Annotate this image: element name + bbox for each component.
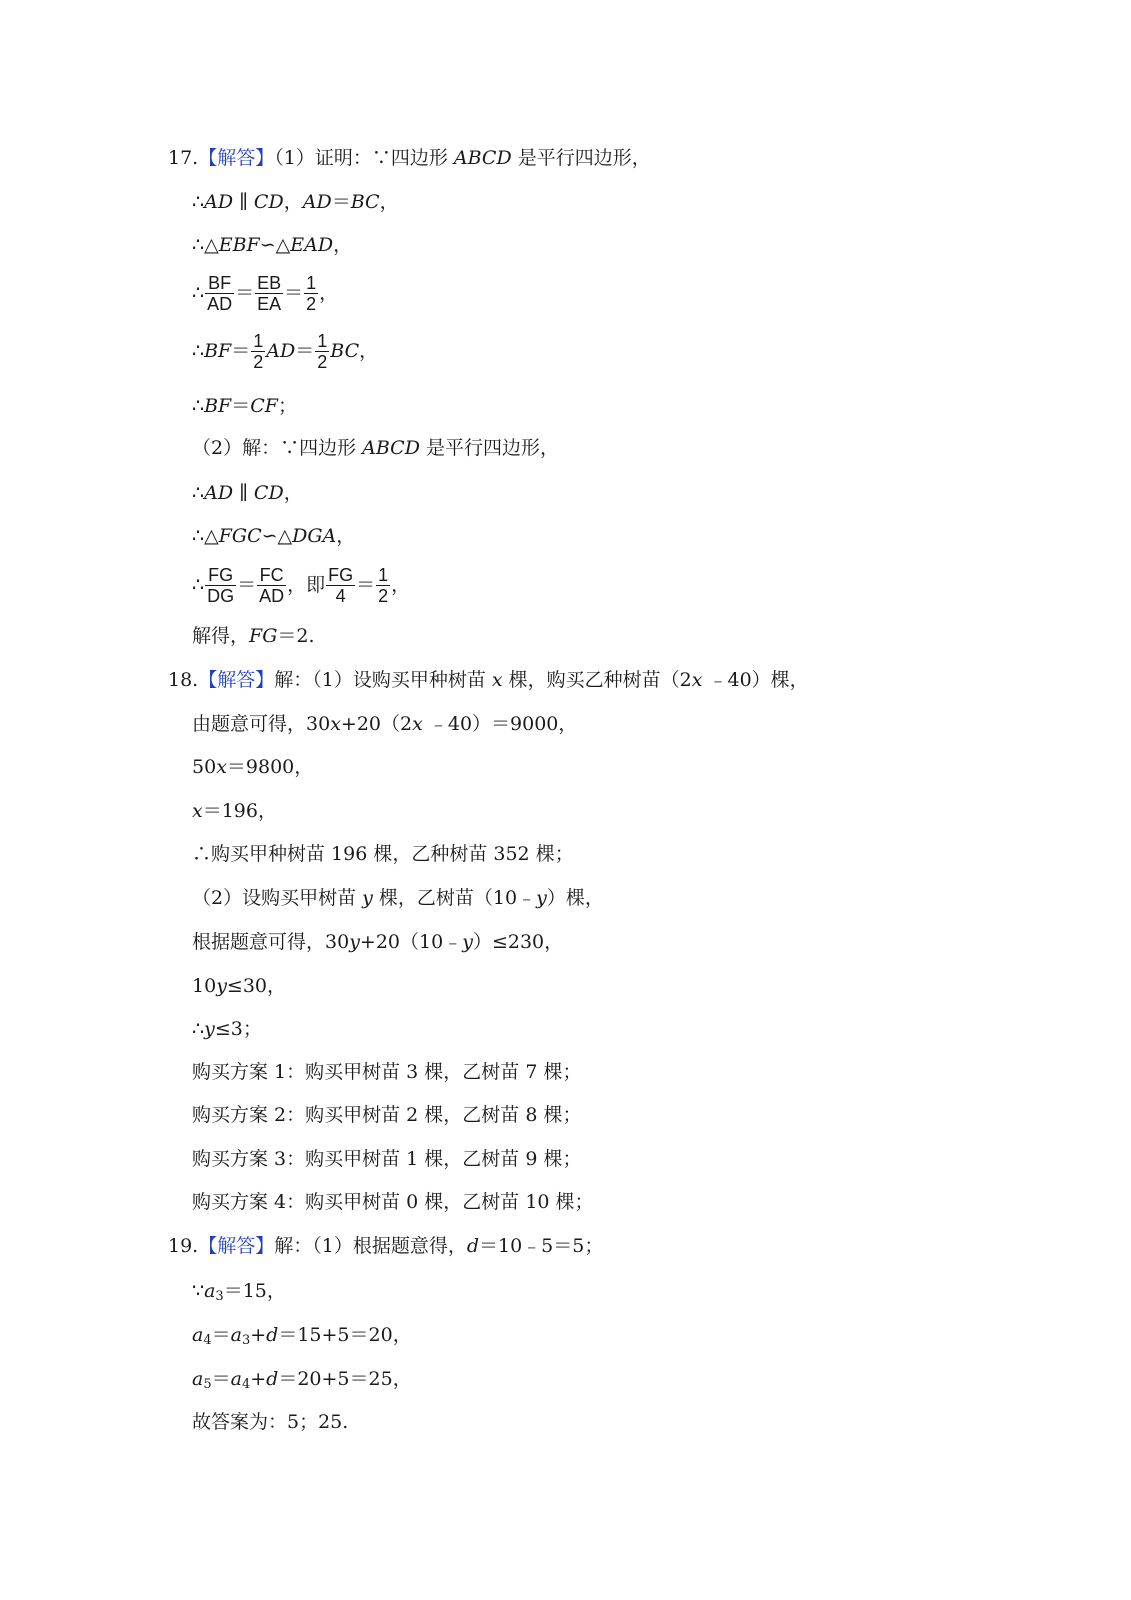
q17-line-2: ∴AD ∥ CD，AD＝BC， xyxy=(192,191,399,213)
q18-line-9: ∴y≤3； xyxy=(192,1018,262,1040)
q18-line-5: ∴购买甲种树苗 196 棵，乙种树苗 352 棵； xyxy=(192,843,574,865)
q17-number: 17. xyxy=(168,147,199,169)
fraction-one-half: $\frac{1}{2}$ xyxy=(253,330,264,372)
fraction-fg-dg: $\frac{FG}{DG}$ xyxy=(207,564,235,606)
q17-line-11: 解得，FG＝2. xyxy=(192,625,315,647)
q18-line-1: 18.【解答】解：（1）设购买甲种树苗 x 棵，购买乙种树苗（2x ﹣40）棵， xyxy=(168,669,809,691)
q19-number: 19. xyxy=(168,1235,199,1257)
fraction-one-half: $\frac{1}{2}$ xyxy=(317,330,328,372)
q19-line-4: $a_5=a_4+d=20+5=25$， xyxy=(192,1368,412,1392)
q19-line-1: 19.【解答】解：（1）根据题意得，d＝10﹣5＝5； xyxy=(168,1235,604,1257)
fraction-one-half: $\frac{1}{2}$ xyxy=(378,564,389,606)
fraction-eb-ea: $\frac{EB}{EA}$ xyxy=(257,272,282,314)
q17-line-8: ∴AD ∥ CD， xyxy=(192,482,303,504)
q17-line-3: ∴△EBF∽△EAD， xyxy=(192,234,353,256)
q19-line-3: $a_4=a_3+d=15+5=20$， xyxy=(192,1324,412,1348)
q18-plan-1: 购买方案 1：购买甲树苗 3 棵，乙树苗 7 棵； xyxy=(192,1061,582,1083)
q17-line-7: （2）解：∵四边形 ABCD 是平行四边形， xyxy=(192,437,560,459)
q18-line-6: （2）设购买甲树苗 y 棵，乙树苗（10﹣y）棵， xyxy=(192,887,604,909)
fraction-bf-ad: $\frac{BF}{AD}$ xyxy=(207,272,233,314)
q19-answer-tag: 【解答】 xyxy=(198,1235,275,1257)
q18-line-2: 由题意可得，30x+20（2x ﹣40）＝9000， xyxy=(192,713,578,735)
fraction-fg-4: $\frac{FG}{4}$ xyxy=(328,564,354,606)
q17-line-9: ∴△FGC∽△DGA， xyxy=(192,525,356,547)
q17-answer-tag: 【解答】 xyxy=(198,147,275,169)
q18-answer-tag: 【解答】 xyxy=(198,669,275,691)
q17-line-6: ∴BF＝CF； xyxy=(192,395,298,417)
q17-line-4: ∴ $\frac{BF}{AD}$ ＝ $\frac{EB}{EA}$ ＝ $\frac{1}{2}$ ， xyxy=(192,272,339,314)
fraction-one-half: $\frac{1}{2}$ xyxy=(306,272,317,314)
q18-plan-2: 购买方案 2：购买甲树苗 2 棵，乙树苗 8 棵； xyxy=(192,1104,582,1126)
q17-line-5: ∴ BF ＝ $\frac{1}{2}$ AD ＝ $\frac{1}{2}$ BC ， xyxy=(192,330,379,372)
q17-line-10: ∴ $\frac{FG}{DG}$ ＝ $\frac{FC}{AD}$ ，即 $\frac{FG}{4}$ ＝ $\frac{1}{2}$ ， xyxy=(192,564,411,606)
fraction-fc-ad: $\frac{FC}{AD}$ xyxy=(259,564,285,606)
q18-plan-3: 购买方案 3：购买甲树苗 1 棵，乙树苗 9 棵； xyxy=(192,1148,582,1170)
q19-line-2: $\because a_3=15$， xyxy=(192,1280,286,1304)
q18-line-8: 10y≤30， xyxy=(192,975,287,997)
q18-plan-4: 购买方案 4：购买甲树苗 0 棵，乙树苗 10 棵； xyxy=(192,1191,594,1213)
q18-number: 18. xyxy=(168,669,199,691)
q19-line-5: 故答案为：5；25. xyxy=(192,1411,349,1433)
q18-line-3: 50x＝9800， xyxy=(192,756,314,778)
q18-line-4: x＝196， xyxy=(192,800,277,822)
q17-line-1: 17.【解答】（1）证明：∵四边形 ABCD 是平行四边形， xyxy=(168,147,651,169)
q18-line-7: 根据题意可得，30y+20（10﹣y）≤230， xyxy=(192,931,564,953)
